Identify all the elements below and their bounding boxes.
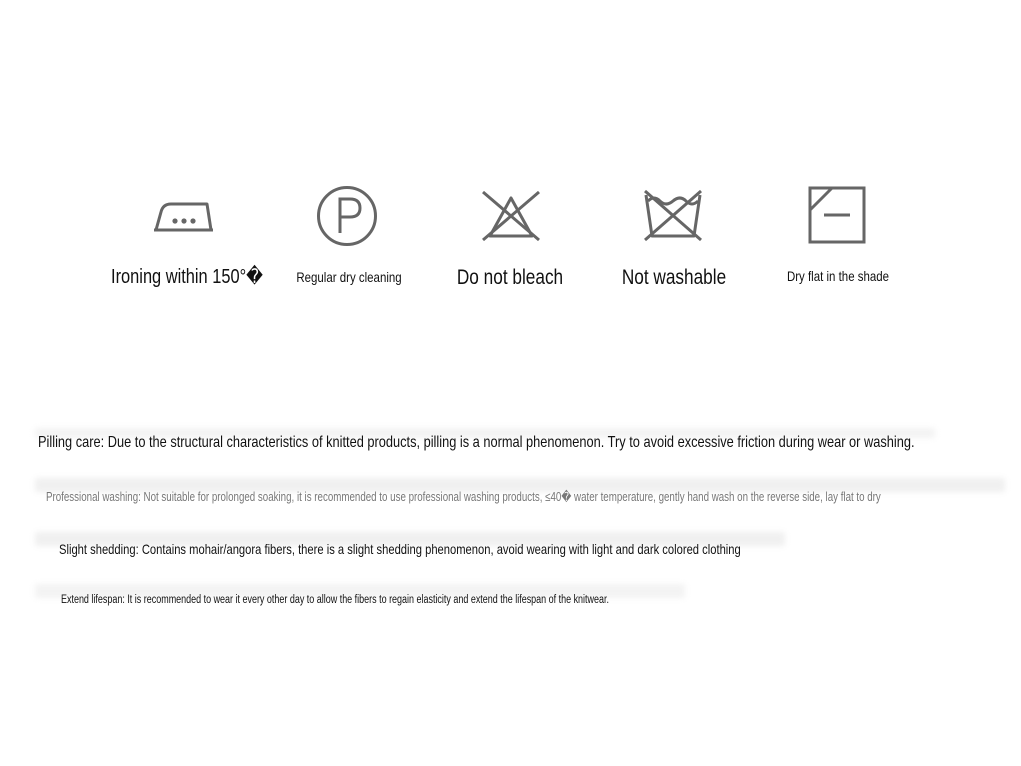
note-pilling: Pilling care: Due to the structural characteristics of knitted products, pilling is a normal phenomenon. Try to avoid excessive friction during wear or washing.	[38, 434, 915, 451]
care-label-dry-cleaning: Regular dry cleaning	[296, 269, 402, 285]
dry-flat-shade-icon	[808, 186, 866, 249]
note-shedding: Slight shedding: Contains mohair/angora fibers, there is a slight shedding phenomenon, avoid wearing with light and dark colored clothing	[59, 541, 741, 557]
care-label-not-washable: Not washable	[621, 266, 727, 289]
care-label-dry-flat: Dry flat in the shade	[786, 268, 890, 284]
care-label-ironing: Ironing within 150°�	[111, 266, 263, 288]
iron-icon	[153, 196, 215, 239]
note-lifespan: Extend lifespan: It is recommended to wear it every other day to allow the fibers to regain elasticity and extend the lifespan of the knitwear.	[61, 594, 609, 606]
care-label-do-not-bleach: Do not bleach	[456, 266, 564, 289]
note-professional-washing: Professional washing: Not suitable for prolonged soaking, it is recommended to use professional washing products, ≤40� water temperature, gently hand wash on the reverse side, lay flat to dry	[46, 490, 881, 504]
dry-clean-p-icon	[316, 185, 378, 252]
do-not-wash-icon	[642, 189, 704, 248]
do-not-bleach-icon	[480, 189, 542, 248]
